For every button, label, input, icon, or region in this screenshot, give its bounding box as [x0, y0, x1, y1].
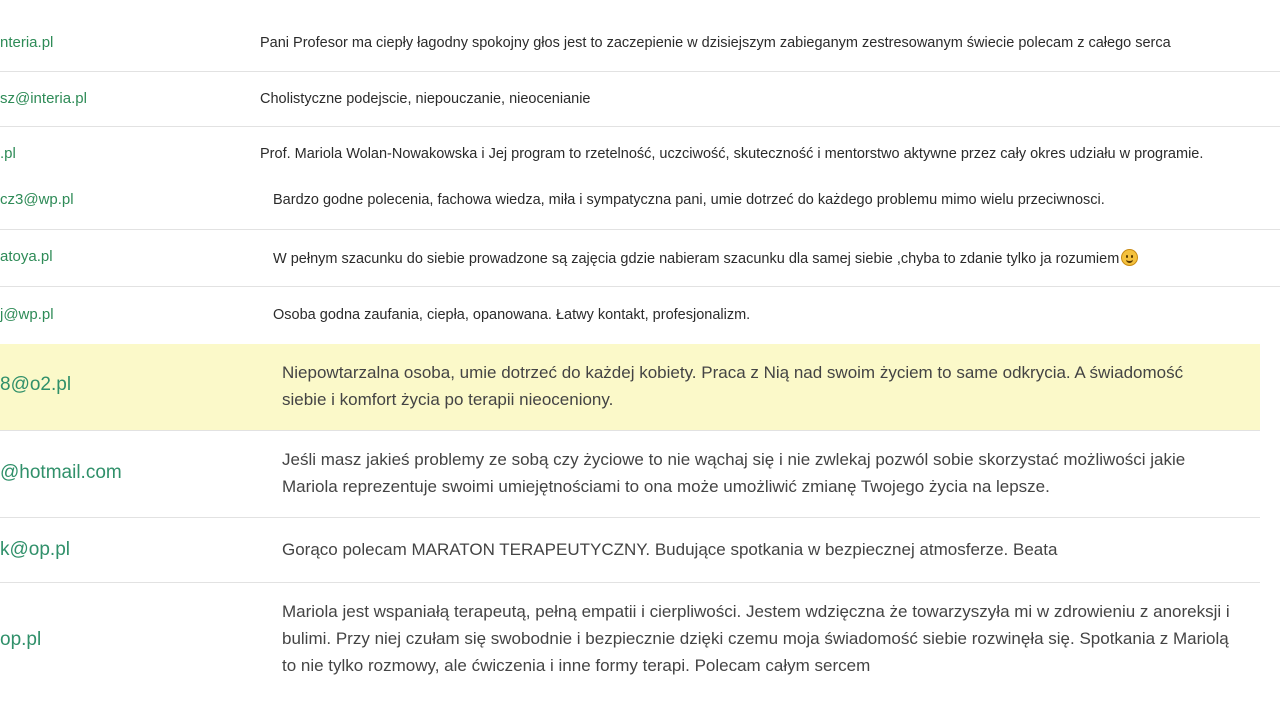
email-cell[interactable]: cz3@wp.pl: [0, 191, 74, 208]
table-row-highlighted: [0, 344, 1260, 430]
comment-cell: Pani Profesor ma ciepły łagodny spokojny głos jest to zaczepienie w dzisiejszym zabieganym zestresowanym świecie polecam z całego serca: [260, 35, 1171, 51]
comment-text: W pełnym szacunku do siebie prowadzone są zajęcia gdzie nabieram szacunku dla samej siebie ,chyba to zdanie tylko ja rozumiem: [273, 251, 1120, 267]
comment-cell: Jeśli masz jakieś problemy ze sobą czy życiowe to nie wąchaj się i nie zwlekaj pozwól sobie skorzystać możliwości jakie Mariola reprezentuje swoimi umiejętnościami to ona może umożliwić zmianę Twojego życia na lepsze.: [282, 450, 1186, 496]
comment-cell: Bardzo godne polecenia, fachowa wiedza, miła i sympatyczna pani, umie dotrzeć do każdego problemu mimo wielu przeciwnosci.: [273, 192, 1105, 208]
table-row: [0, 177, 1280, 229]
email-cell[interactable]: atoya.pl: [0, 248, 53, 265]
table-row: [0, 0, 1280, 72]
comment-cell: Niepowtarzalna osoba, umie dotrzeć do każdej kobiety. Praca z Nią nad swoim życiem to same odkrycia. A świadomość siebie i komfort życia po terapii nieoceniony.: [282, 363, 1184, 409]
email-cell[interactable]: op.pl: [0, 629, 42, 650]
email-cell[interactable]: k@op.pl: [0, 539, 70, 560]
comment-cell: Gorąco polecam MARATON TERAPEUTYCZNY. Budujące spotkania w bezpiecznej atmosferze. Beata: [282, 540, 1058, 559]
table-row: [0, 72, 1280, 126]
table-row: [0, 518, 1260, 582]
email-cell[interactable]: .pl: [0, 145, 16, 162]
comment-cell: [273, 249, 1273, 267]
email-cell[interactable]: nteria.pl: [0, 34, 54, 51]
comment-cell: Osoba godna zaufania, ciepła, opanowana. Łatwy kontakt, profesjonalizm.: [273, 307, 751, 323]
table-row: [0, 127, 1280, 177]
comment-cell: Cholistyczne podejscie, niepouczanie, nieocenianie: [260, 91, 591, 107]
comment-cell: Prof. Mariola Wolan-Nowakowska i Jej program to rzetelność, uczciwość, skuteczność i mentorstwo aktywne przez cały okres udziału w programie.: [260, 146, 1204, 162]
table-row: [0, 583, 1260, 693]
smiling-face-icon: [1121, 249, 1138, 266]
comment-cell: Mariola jest wspaniałą terapeutą, pełną empatii i cierpliwości. Jestem wdzięczna że towarzyszyła mi w zdrowieniu z anoreksji i bulimi. Przy niej czułam się swobodnie i bezpiecznie dzięki czemu moja świadomość siebie rozwinęła się. Spotkania z Mariolą to nie tylko rozmowy, ale ćwiczenia i inne formy terapi. Polecam całym sercem: [282, 602, 1230, 675]
email-cell[interactable]: @hotmail.com: [0, 462, 122, 483]
table-row: [0, 230, 1280, 286]
table-row: [0, 287, 1280, 343]
email-cell[interactable]: 8@o2.pl: [0, 374, 72, 395]
email-cell[interactable]: j@wp.pl: [0, 306, 54, 323]
table-row: [0, 431, 1260, 517]
email-cell[interactable]: sz@interia.pl: [0, 90, 87, 107]
